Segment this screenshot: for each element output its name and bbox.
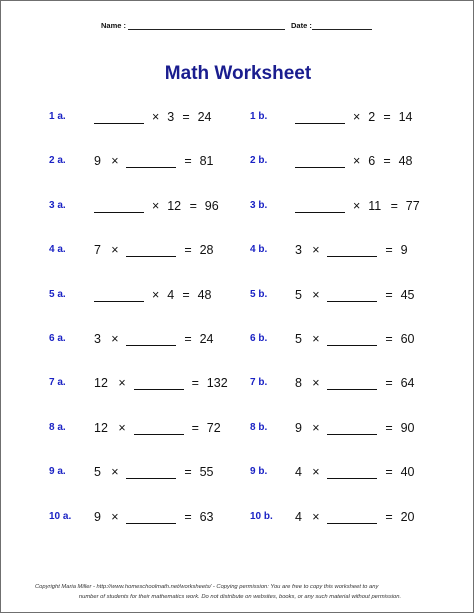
times-sign: × bbox=[111, 243, 119, 258]
date-label: Date : bbox=[291, 21, 312, 30]
problem-number: 1 a. bbox=[49, 111, 66, 122]
answer-blank[interactable] bbox=[327, 345, 377, 346]
number-value: 5 bbox=[295, 332, 302, 346]
number-value: 20 bbox=[400, 509, 415, 524]
answer-blank[interactable] bbox=[94, 212, 144, 213]
times-sign: × bbox=[152, 287, 160, 302]
number-value: 5 bbox=[295, 287, 302, 302]
times-sign: × bbox=[152, 110, 160, 124]
number-value: 11 bbox=[368, 198, 382, 213]
answer-blank[interactable] bbox=[295, 123, 345, 124]
problem-10b bbox=[250, 511, 450, 527]
answer-blank[interactable] bbox=[126, 345, 176, 346]
number-value: 45 bbox=[400, 287, 415, 302]
number-value: 12 bbox=[94, 376, 108, 391]
equals-sign: = bbox=[385, 465, 393, 480]
problem-number: 8 a. bbox=[49, 421, 66, 433]
number-value: 2 bbox=[368, 110, 376, 124]
problem-9b bbox=[250, 466, 450, 482]
equals-sign: = bbox=[184, 509, 192, 524]
number-value: 132 bbox=[206, 376, 228, 391]
number-value: 3 bbox=[295, 243, 302, 258]
problem-number: 1 b. bbox=[250, 111, 268, 122]
answer-blank[interactable] bbox=[327, 301, 377, 302]
problem-number: 10 a. bbox=[49, 510, 72, 522]
number-value: 3 bbox=[167, 110, 175, 124]
equals-sign: = bbox=[385, 287, 393, 302]
answer-blank[interactable] bbox=[134, 389, 184, 390]
answer-blank[interactable] bbox=[295, 167, 345, 168]
number-value: 48 bbox=[398, 154, 413, 169]
answer-blank[interactable] bbox=[94, 123, 144, 124]
problem-5a bbox=[49, 289, 249, 305]
answer-blank[interactable] bbox=[126, 523, 176, 524]
problem-number: 7 a. bbox=[49, 377, 66, 389]
times-sign: × bbox=[118, 420, 126, 435]
number-value: 3 bbox=[94, 332, 101, 346]
number-value: 64 bbox=[400, 376, 415, 391]
times-sign: × bbox=[152, 198, 160, 213]
times-sign: × bbox=[111, 509, 119, 524]
equals-sign: = bbox=[191, 420, 199, 435]
page-title: Math Worksheet bbox=[164, 63, 312, 84]
equals-sign: = bbox=[390, 198, 398, 213]
problem-1a bbox=[49, 111, 249, 127]
number-value: 5 bbox=[94, 465, 101, 480]
problem-9a bbox=[49, 466, 249, 482]
number-value: 4 bbox=[295, 509, 302, 524]
times-sign: × bbox=[111, 154, 119, 169]
number-value: 4 bbox=[167, 287, 175, 302]
problem-4a bbox=[49, 244, 249, 260]
worksheet-header bbox=[1, 19, 474, 33]
number-value: 90 bbox=[400, 420, 415, 435]
number-value: 14 bbox=[398, 110, 413, 124]
equals-sign: = bbox=[189, 198, 197, 213]
answer-blank[interactable] bbox=[327, 478, 377, 479]
problem-10a bbox=[49, 511, 249, 527]
number-value: 28 bbox=[199, 243, 214, 258]
number-value: 4 bbox=[295, 465, 302, 480]
problem-2a bbox=[49, 155, 249, 171]
problem-number: 9 b. bbox=[250, 466, 268, 478]
number-value: 9 bbox=[295, 420, 302, 435]
equals-sign: = bbox=[182, 287, 190, 302]
times-sign: × bbox=[312, 332, 320, 346]
answer-blank[interactable] bbox=[126, 167, 176, 168]
equals-sign: = bbox=[385, 376, 393, 391]
number-value: 96 bbox=[204, 198, 219, 213]
name-line[interactable] bbox=[128, 29, 285, 30]
number-value: 77 bbox=[405, 198, 420, 213]
number-value: 60 bbox=[400, 332, 415, 346]
times-sign: × bbox=[312, 465, 320, 480]
number-value: 9 bbox=[400, 243, 408, 258]
number-value: 8 bbox=[295, 376, 302, 391]
times-sign: × bbox=[312, 376, 320, 391]
number-value: 81 bbox=[199, 154, 214, 169]
problem-8a bbox=[49, 422, 249, 438]
answer-blank[interactable] bbox=[327, 434, 377, 435]
times-sign: × bbox=[111, 465, 119, 480]
number-value: 24 bbox=[199, 332, 214, 346]
times-sign: × bbox=[312, 420, 320, 435]
problem-2b bbox=[250, 155, 450, 171]
times-sign: × bbox=[118, 376, 126, 391]
answer-blank[interactable] bbox=[126, 256, 176, 257]
problem-6a bbox=[49, 333, 249, 349]
equals-sign: = bbox=[191, 376, 199, 391]
problem-4b bbox=[250, 244, 450, 260]
number-value: 40 bbox=[400, 465, 415, 480]
problem-number: 7 b. bbox=[250, 377, 268, 389]
equals-sign: = bbox=[184, 154, 192, 169]
times-sign: × bbox=[111, 332, 119, 346]
equals-sign: = bbox=[383, 154, 391, 169]
problem-3a bbox=[49, 200, 249, 216]
number-value: 55 bbox=[199, 465, 214, 480]
problem-7a bbox=[49, 377, 249, 393]
number-value: 24 bbox=[197, 110, 212, 124]
problem-number: 5 b. bbox=[250, 288, 268, 300]
problem-number: 2 b. bbox=[250, 155, 268, 167]
problem-number: 5 a. bbox=[49, 288, 66, 300]
times-sign: × bbox=[312, 509, 320, 524]
number-value: 6 bbox=[368, 154, 376, 169]
times-sign: × bbox=[312, 243, 320, 258]
problem-8b bbox=[250, 422, 450, 438]
number-value: 9 bbox=[94, 509, 101, 524]
equals-sign: = bbox=[385, 420, 393, 435]
footer-line-1: Copyright Maria Miller - http://www.homeschoolmath.net/worksheets/ - Copying permission: You are free to copy this worksheet to any bbox=[35, 584, 379, 590]
problem-number: 3 b. bbox=[250, 199, 268, 211]
problem-5b bbox=[250, 289, 450, 305]
equals-sign: = bbox=[383, 110, 391, 124]
number-value: 7 bbox=[94, 243, 101, 258]
answer-blank[interactable] bbox=[327, 389, 377, 390]
times-sign: × bbox=[353, 154, 361, 169]
problem-1b bbox=[250, 111, 450, 127]
answer-blank[interactable] bbox=[327, 256, 377, 257]
problem-7b bbox=[250, 377, 450, 393]
answer-blank[interactable] bbox=[295, 212, 345, 213]
name-label: Name : bbox=[101, 21, 127, 30]
problem-number: 4 b. bbox=[250, 244, 268, 256]
copyright-footer bbox=[35, 582, 445, 602]
times-sign: × bbox=[312, 287, 320, 302]
equals-sign: = bbox=[184, 465, 192, 480]
problem-number: 3 a. bbox=[49, 199, 66, 211]
number-value: 12 bbox=[167, 198, 182, 213]
equals-sign: = bbox=[182, 110, 190, 124]
answer-blank[interactable] bbox=[134, 434, 184, 435]
equals-sign: = bbox=[184, 332, 192, 346]
answer-blank[interactable] bbox=[94, 301, 144, 302]
answer-blank[interactable] bbox=[327, 523, 377, 524]
equals-sign: = bbox=[385, 243, 393, 258]
number-value: 72 bbox=[206, 420, 221, 435]
number-value: 63 bbox=[199, 509, 214, 524]
problem-6b bbox=[250, 333, 450, 349]
problem-number: 9 a. bbox=[49, 466, 66, 478]
problem-number: 6 b. bbox=[250, 333, 268, 344]
footer-line-2: number of students for their mathematics work. Do not distribute on websites, books, or any such material without permission. bbox=[78, 594, 402, 600]
equals-sign: = bbox=[184, 243, 192, 258]
times-sign: × bbox=[353, 110, 361, 124]
problem-number: 8 b. bbox=[250, 421, 268, 433]
problem-number: 2 a. bbox=[49, 155, 66, 167]
problem-3b bbox=[250, 200, 450, 216]
number-value: 12 bbox=[94, 420, 108, 435]
answer-blank[interactable] bbox=[126, 478, 176, 479]
equals-sign: = bbox=[385, 509, 393, 524]
times-sign: × bbox=[353, 198, 361, 213]
problem-number: 4 a. bbox=[49, 244, 66, 256]
problem-number: 6 a. bbox=[49, 333, 66, 344]
number-value: 48 bbox=[197, 287, 212, 302]
number-value: 9 bbox=[94, 154, 101, 169]
date-line[interactable] bbox=[312, 29, 372, 30]
problem-number: 10 b. bbox=[250, 510, 273, 522]
equals-sign: = bbox=[385, 332, 393, 346]
